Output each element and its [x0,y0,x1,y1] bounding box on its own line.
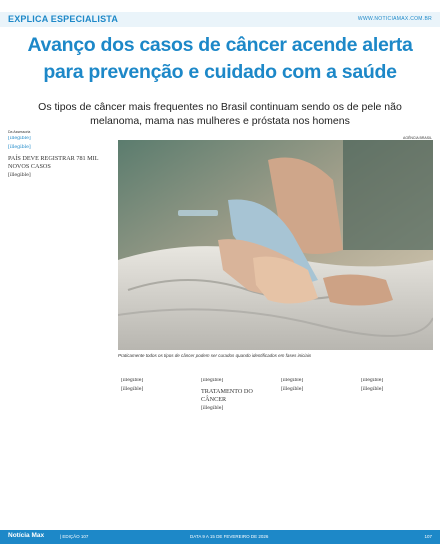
text-column-4 [281,378,355,526]
photo-credit: AGÊNCIA BRASIL [403,136,432,140]
paragraph: [illegible] [361,378,384,383]
text-column-3 [201,378,275,526]
paragraph: [illegible] [121,378,144,383]
paragraph: [illegible] [8,173,31,179]
paragraph: [illegible] [8,145,31,151]
paragraph: [illegible] [201,378,224,383]
page-footer [0,530,440,544]
footer-date: DATA 9 A 15 DE FEVEREIRO DE 2026 [190,534,269,539]
page-number: 107 [424,534,432,539]
site-url[interactable]: WWW.NOTICIAMAX.COM.BR [357,16,432,22]
paragraph: [illegible] [8,136,31,141]
paragraph: [illegible] [121,387,144,392]
section-tag: EXPLICA ESPECIALISTA [8,14,119,24]
article-photo [118,140,433,350]
hospital-photo-illustration [118,140,433,350]
byline: Da Assessoria [8,130,31,134]
article-headline: Avanço dos casos de câncer acende alerta para prevenção e cuidado com a saúde [27,34,413,83]
text-column-1 [8,136,111,478]
paragraph: [illegible] [201,406,224,411]
paragraph: [illegible] [281,387,304,392]
text-column-2 [121,378,195,526]
footer-brand: Notícia Max [8,532,45,539]
subheading: TRATAMENTO DO CÂNCER [201,388,253,403]
paragraph: [illegible] [361,387,384,392]
footer-edition: | EDIÇÃO 107 [60,534,89,539]
text-column-5 [361,378,435,526]
photo-caption: Praticamente todos os tipos de câncer podem ser curados quando identificados em fases iniciais [118,353,312,358]
subheading: PAÍS DEVE REGISTRAR 781 MIL NOVOS CASOS [8,155,99,170]
article-subtitle: Os tipos de câncer mais frequentes no Brasil continuam sendo os de pele não melanoma, mama nas mulheres e próstata nos homens [38,101,402,127]
paragraph: [illegible] [281,378,304,383]
